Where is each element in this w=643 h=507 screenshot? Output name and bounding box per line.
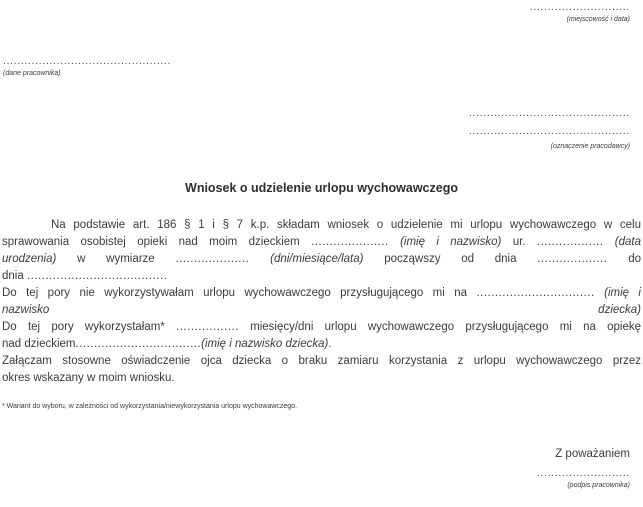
employee-data-block <box>3 56 171 79</box>
employee-label: (dane pracownika) <box>3 70 61 77</box>
place-date-fill-line: ............................ <box>529 2 630 13</box>
document-title: Wniosek o udzielenie urlopu wychowawczego <box>185 181 458 195</box>
fill-in-blank: .................. <box>536 236 604 248</box>
place-date-block <box>530 2 630 25</box>
fill-in-blank: .................... <box>175 253 250 265</box>
fill-in-blank: ................. <box>176 321 239 333</box>
body-line: okres wskazany w moim wniosku. <box>2 372 175 384</box>
footnote: * Wariant do wyboru, w zależności od wykorzystania/niewykorzystania urlopu wychowawczego. <box>2 403 298 410</box>
employer-data-block <box>469 105 630 152</box>
body-line: dnia ...................................... <box>2 270 168 282</box>
body-line: Do tej pory wykorzystałam* ................. miesięcy/dni urlopu wychowawczego przysługującego mi na opiekę <box>2 321 641 333</box>
body-line: Na podstawie art. 186 § 1 i § 7 k.p. składam wniosek o udzielenie mi urlopu wychowawczego w celu <box>51 219 641 231</box>
fill-in-blank: .................................. <box>75 338 202 350</box>
employer-label: (oznaczenie pracodawcy) <box>550 143 630 150</box>
place-date-label: (miejscowość i data) <box>566 16 630 23</box>
body-line: sprawowania osobistej opieki nad moim dzieckiem ..................... (imię i nazwisko) ur. .................. (data <box>2 236 641 248</box>
fill-in-blank: ................... <box>537 253 608 265</box>
closing-salutation: Z poważaniem <box>555 448 630 460</box>
body-line: Załączam stosowne oświadczenie ojca dziecka o braku zamiaru korzystania z urlopu wychowawczego przez <box>2 355 641 367</box>
closing-block <box>537 446 630 491</box>
employer-fill-line-1: ............................................. <box>468 108 630 119</box>
body-line: nad dzieckiem..................................(imię i nazwisko dziecka). <box>2 338 332 350</box>
fill-in-blank: ...................................... <box>26 270 168 282</box>
employee-fill-line: ............................................... <box>3 56 172 67</box>
signature-label: (podpis pracownika) <box>567 482 630 489</box>
body-line: Do tej pory nie wykorzystywałam urlopu wychowawczego przysługującego mi na ................................ (imię i <box>2 287 641 299</box>
body-line: urodzenia) w wymiarze .................... (dni/miesiące/lata) począwszy od dnia ................... do <box>2 253 641 265</box>
fill-in-blank: ................................ <box>476 287 595 299</box>
signature-line: .......................... <box>536 468 630 479</box>
body-text <box>2 217 641 387</box>
body-line: nazwisko dziecka) <box>2 304 641 316</box>
employer-fill-line-2: ............................................. <box>468 126 630 137</box>
fill-in-blank: ..................... <box>311 236 389 248</box>
